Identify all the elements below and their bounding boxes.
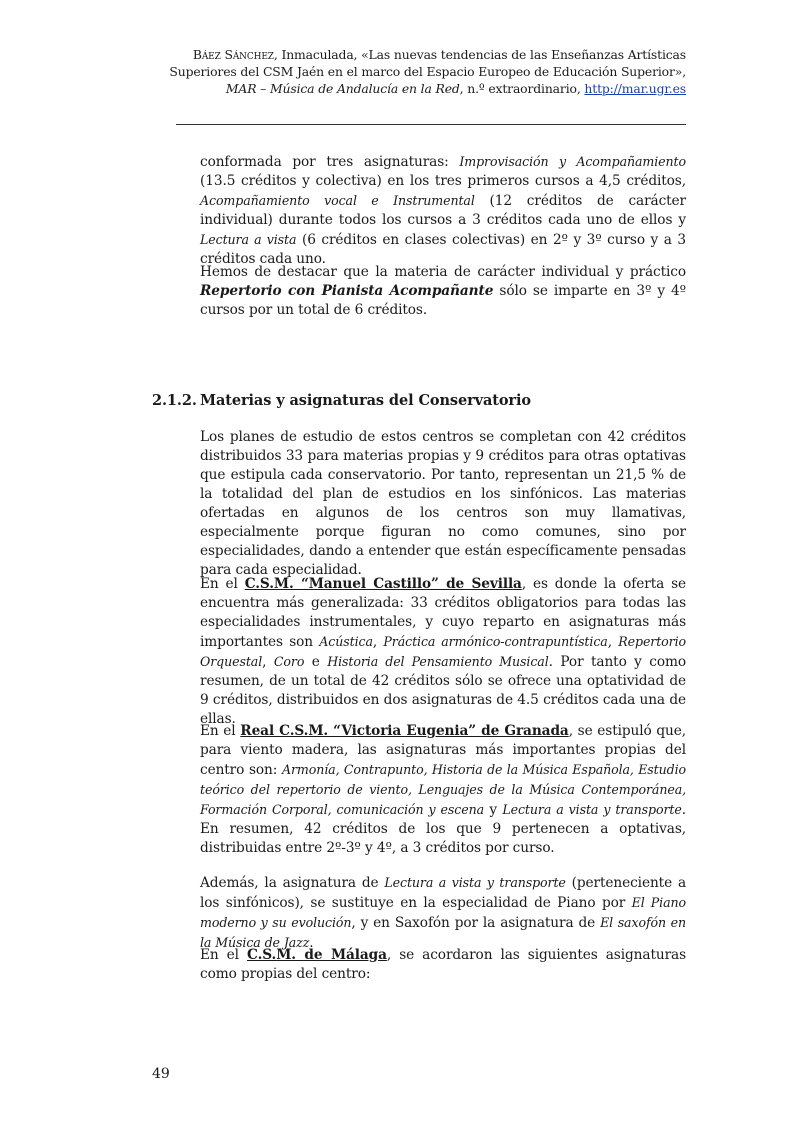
p4-bold: C.S.M. “Manuel Castillo” de Sevilla [244, 576, 522, 592]
paragraph-7 [200, 946, 686, 984]
header-url-link[interactable]: http://mar.ugr.es [584, 81, 686, 96]
paragraph-1 [200, 152, 686, 269]
p5-text: y [484, 802, 503, 818]
paragraph-4 [200, 575, 686, 729]
p4-italic: Acústica [319, 634, 373, 649]
p7-text: En el [200, 947, 248, 963]
p4-text: , es donde la oferta se encuentra más generalizada: 33 créditos obligatorios para todas las especialidades instrumentales, y cuyo reparto en asignaturas más importantes son [200, 576, 686, 650]
p4-italic: Práctica armónico-contrapuntística [383, 634, 608, 649]
header-author: Báez Sánchez [192, 47, 274, 62]
p1-italic: Improvisación y Acompañamiento [459, 154, 686, 169]
p5-italic: Armonía, Contrapunto, Historia de la Música Española, Estudio teórico del repertorio de viento, Lenguajes de la Música Contemporánea, Formación Corporal, comunicación y escena [200, 762, 686, 817]
p5-bold: Real C.S.M. “Victoria Eugenia” de Granada [240, 723, 569, 739]
header-rule [176, 124, 686, 125]
p7-bold: C.S.M. de Málaga [247, 947, 387, 963]
p6-italic: El saxofón en la Música de Jazz [200, 915, 686, 950]
paragraph-2 [200, 263, 686, 320]
p4-italic: Coro [273, 654, 305, 669]
p4-italic: Historia del Pensamiento Musical [327, 654, 549, 669]
running-header [140, 46, 686, 97]
p6-text: . [309, 935, 314, 951]
p1-text: (12 créditos de carácter individual) durante todos los cursos a 3 créditos cada uno de ellos y [200, 193, 687, 228]
p2-text: Hemos de destacar que la materia de carácter individual y práctico [200, 264, 686, 280]
p4-text: . Por tanto y como resumen, de un total de 42 créditos sólo se ofrece una optatividad de 9 créditos, distribuidos en dos asignaturas de 4.5 créditos cada una de ellas. [200, 654, 687, 727]
paragraph-3 [200, 428, 686, 580]
header-citation: , Inmaculada, «Las nuevas tendencias de las Enseñanzas Artísticas Superiores del CSM Jaén en el marco del Espacio Europeo de Educación Superior», [169, 47, 686, 79]
p6-text: (perteneciente a los sinfónicos), se sustituye en la especialidad de Piano por [200, 875, 687, 911]
p6-italic: El Piano moderno y su evolución [200, 895, 686, 930]
p1-italic: Lectura a vista [200, 232, 297, 247]
p1-text: conformada por tres asignaturas: [200, 154, 460, 170]
p2-text: sólo se imparte en 3º y 4º cursos por un total de 6 créditos. [200, 283, 686, 318]
p3-text: Los planes de estudio de estos centros se completan con 42 créditos distribuidos 33 para materias propias y 9 créditos para otras optativas que estipula cada conservatorio. Por tanto, representan un 21,5 % de la totalidad del plan de estudios en los sinfónicos. Las materias ofertadas en algunos de los centros son muy llamativas, especialmente porque figuran no como comunes, sino por especialidades, dando a entender que están específicamente pensadas para cada especialidad. [200, 429, 686, 578]
p1-text: (13.5 créditos y colectiva) en los tres primeros cursos a 4,5 créditos, [200, 173, 686, 189]
p4-text: , [262, 654, 274, 670]
p4-text: En el [200, 576, 245, 592]
paragraph-5 [200, 722, 686, 858]
header-journal: MAR – Música de Andalucía en la Red [225, 81, 460, 96]
p6-text: , y en Saxofón por la asignatura de [351, 915, 601, 931]
p4-text: e [304, 654, 328, 670]
section-title: Materias y asignaturas del Conservatorio [200, 392, 531, 409]
p5-text: . En resumen, 42 créditos de los que 9 pertenecen a optativas, distribuidas entre 2º-3º y 4º, a 3 créditos por curso. [200, 802, 686, 856]
p5-text: , se estipuló que, para viento madera, las asignaturas más importantes propias del centro son: [200, 723, 686, 778]
p4-text: , [607, 634, 619, 650]
header-issue: , n.º extraordinario, [459, 81, 585, 96]
p6-italic: Lectura a vista y transporte [384, 875, 566, 890]
p7-text: , se acordaron las siguientes asignaturas como propias del centro: [200, 947, 686, 982]
p5-text: En el [200, 723, 241, 739]
section-number: 2.1.2. [152, 392, 197, 409]
paragraph-6 [200, 873, 686, 953]
p6-text: Además, la asignatura de [200, 875, 385, 891]
page-number: 49 [152, 1066, 170, 1082]
p4-text: , [372, 634, 384, 650]
section-heading [152, 392, 531, 409]
p5-italic: Lectura a vista y transporte [502, 802, 682, 817]
p2-bold-italic: Repertorio con Pianista Acompañante [200, 283, 494, 299]
p1-italic: Acompañamiento vocal e Instrumental [200, 193, 475, 208]
p4-italic: Repertorio Orquestal [200, 634, 686, 669]
p1-text: (6 créditos en clases colectivas) en 2º y 3º curso y a 3 créditos cada uno. [200, 232, 686, 267]
